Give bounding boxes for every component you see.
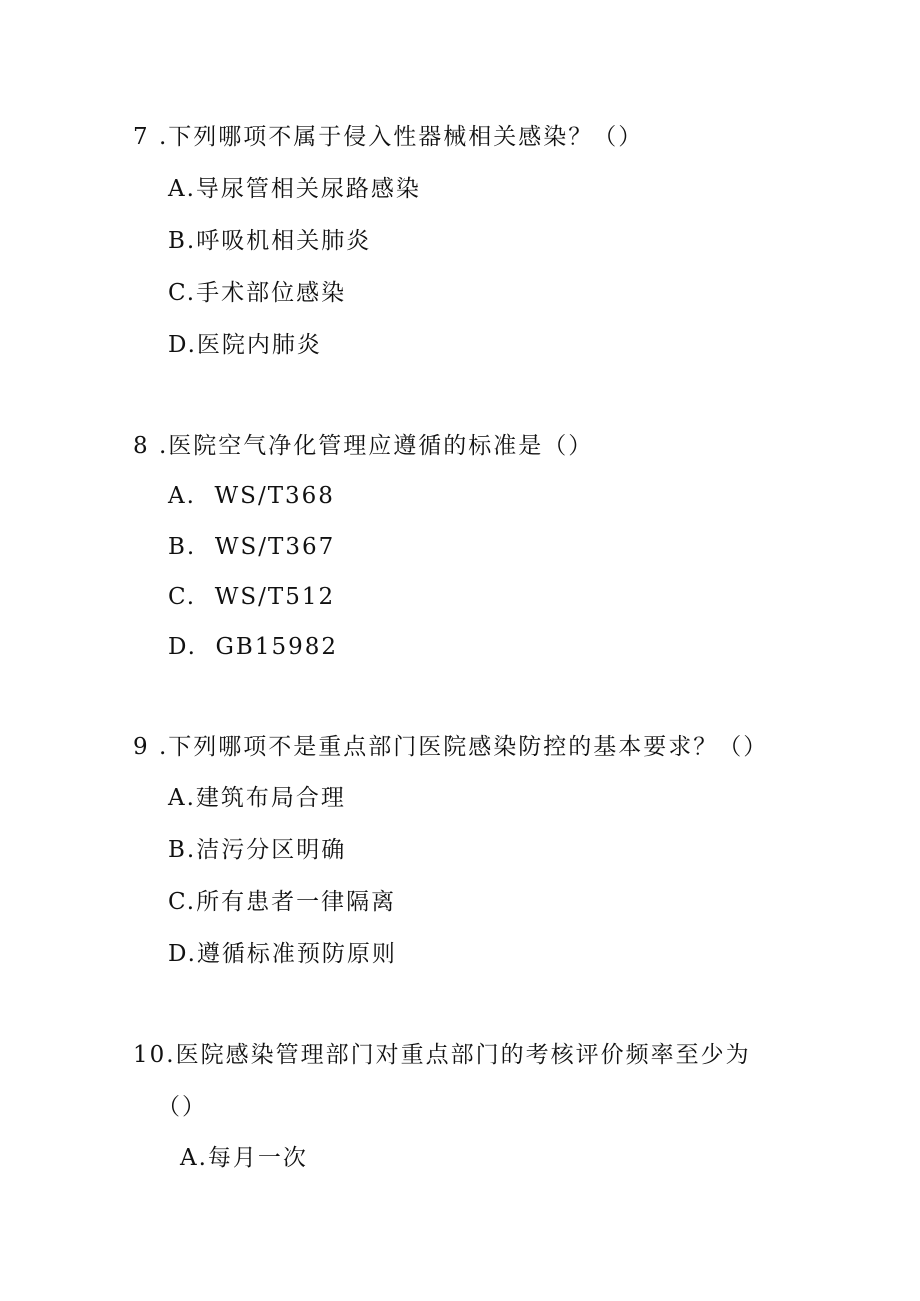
question-7-option-c: C.手术部位感染 xyxy=(168,280,347,306)
question-8-option-a: A. WS/T368 xyxy=(168,483,335,509)
question-8-option-b: B. WS/T367 xyxy=(168,534,336,560)
question-9-option-b: B.洁污分区明确 xyxy=(168,837,347,863)
question-10-stem: 10.医院感染管理部门对重点部门的考核评价频率至少为 xyxy=(133,1042,751,1068)
question-8-stem: 8 .医院空气净化管理应遵循的标准是（） xyxy=(133,433,594,459)
question-9-option-a: A.建筑布局合理 xyxy=(168,785,346,811)
question-7-option-b: B.呼吸机相关肺炎 xyxy=(168,228,372,254)
question-9-option-c: C.所有患者一律隔离 xyxy=(168,889,397,915)
question-7-option-d: D.医院内肺炎 xyxy=(168,332,322,358)
question-9-stem: 9 .下列哪项不是重点部门医院感染防控的基本要求？（） xyxy=(133,734,769,760)
question-8-option-d: D. GB15982 xyxy=(168,634,338,660)
question-8-option-c: C. WS/T512 xyxy=(168,584,336,610)
question-7-option-a: A.导尿管相关尿路感染 xyxy=(168,176,421,202)
question-9-option-d: D.遵循标准预防原则 xyxy=(168,941,397,967)
question-7-stem: 7 .下列哪项不属于侵入性器械相关感染？（） xyxy=(133,124,644,150)
question-10-stem-continuation: （） xyxy=(157,1094,207,1120)
question-10-option-a: A.每月一次 xyxy=(180,1145,308,1171)
